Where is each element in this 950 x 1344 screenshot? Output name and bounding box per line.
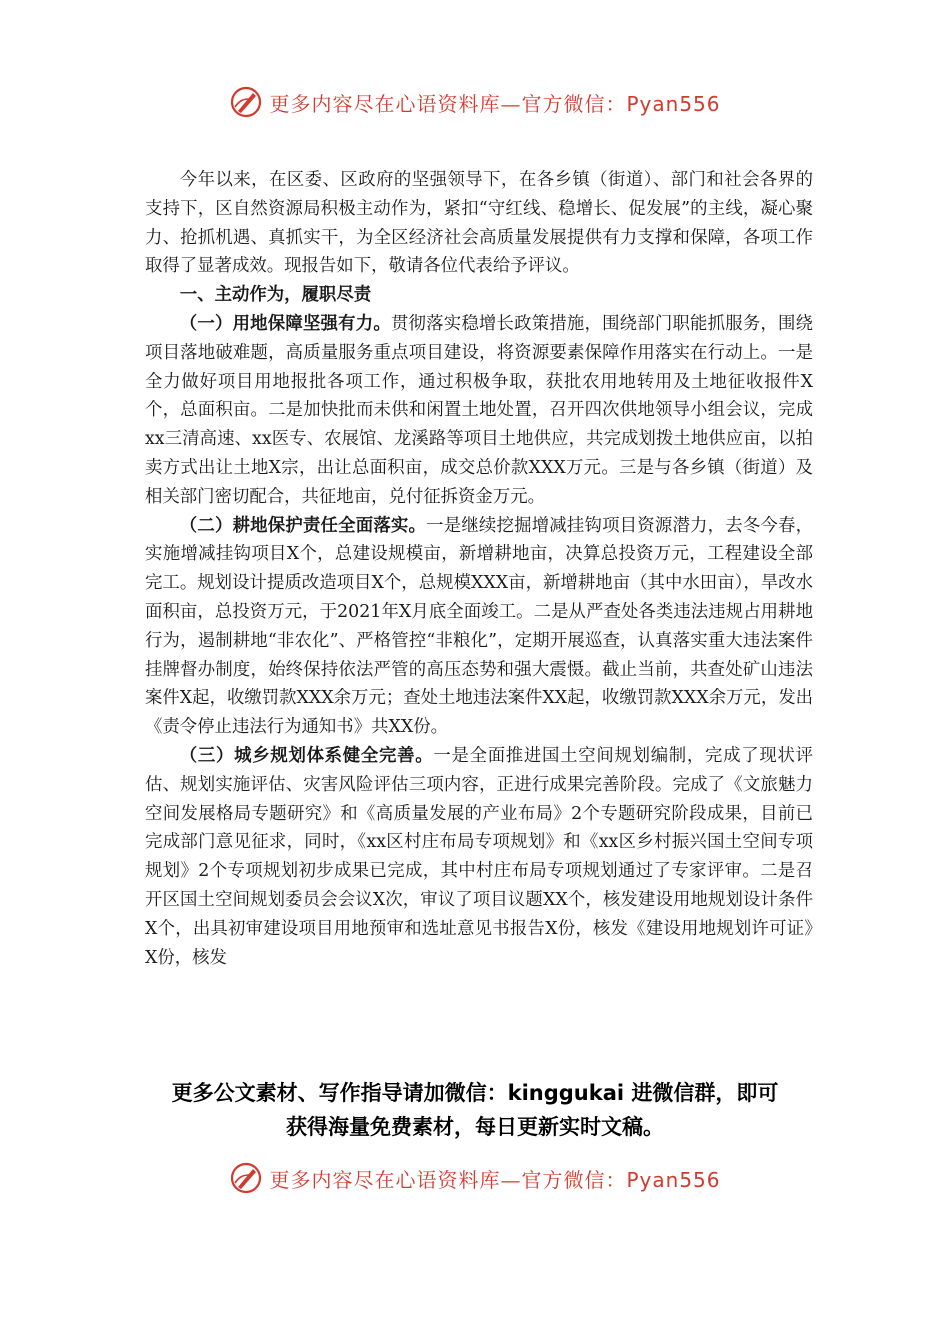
promo-text: 更多公文素材、写作指导请加微信：kinggukai 进微信群，即可 获得海量免费素材，每日更新实时文稿。 [171,1081,779,1139]
section-heading: 一、主动作为，履职尽责 [179,285,372,306]
footer-banner [0,1156,950,1200]
list-item: （一）用地保障坚强有力。贯彻落实稳增长政策措施，围绕部门职能抓服务，围绕项目落地破难题，高质量服务重点项目建设，将资源要素保障作用落实在行动上。一是全力做好项目用地报批各项工作，通过积极争取，获批农用地转用及土地征收报件X个，总面积亩。二是加快批而未供和闲置土地处置，召开四次供地领导小组会议，完成xx三清高速、xx医专、农展馆、龙溪路等项目土地供应，共完成划拨土地供应亩，以拍卖方式出让土地X宗，出让总面积亩，成交总价款XXX万元。三是与各乡镇（街道）及相关部门密切配合，共征地亩，兑付征拆资金万元。 [145,313,813,507]
list-item: （三）城乡规划体系健全完善。一是全面推进国土空间规划编制，完成了现状评估、规划实施评估、灾害风险评估三项内容，正进行成果完善阶段。完成了《文旅魅力空间发展格局专题研究》和《高质量发展的产业布局》2个专题研究阶段成果，目前已完成部门意见征求，同时，《xx区村庄布局专项规划》和《xx区乡村振兴国土空间专项规划》2个专项规划初步成果已完成，其中村庄布局专项规划通过了专家评审。二是召开区国土空间规划委员会会议X次，审议了项目议题XX个，核发建设用地规划设计条件X个，出具初审建设项目用地预审和选址意见书报告X份，核发《建设用地规划许可证》X份，核发 [145,745,813,968]
intro-paragraph: 今年以来，在区委、区政府的坚强领导下，在各乡镇（街道）、部门和社会各界的支持下，区自然资源局积极主动作为，紧扣“守红线、稳增长、促发展”的主线，凝心聚力、抢抓机遇、真抓实干，为全区经济社会高质量发展提供有力支撑和保障，各项工作取得了显著成效。现报告如下，敬请各位代表给予评议。 [145,170,813,277]
list-item: （二）耕地保护责任全面落实。一是继续挖掘增减挂钩项目资源潜力，去冬今春，实施增减挂钩项目X个，总建设规模亩，新增耕地亩，决算总投资万元，工程建设全部完工。规划设计提质改造项目X个，总规模XXX亩，新增耕地亩（其中水田亩），旱改水面积亩，总投资万元，于2021年X月底全面竣工。二是从严查处各类违法违规占用耕地行为，遏制耕地“非农化”、严格管控“非粮化”，定期开展巡查，认真落实重大违法案件挂牌督办制度，始终保持依法严管的高压态势和强大震慑。截止当前，共查处矿山违法案件X起，收缴罚款XXX余万元；查处土地违法案件XX起，收缴罚款XXX余万元，发出《责令停止违法行为通知书》共XX份。 [145,515,813,738]
banner-text: 更多内容尽在心语资料库—官方微信：Pyan556 [269,1167,721,1192]
banner-text: 更多内容尽在心语资料库—官方微信：Pyan556 [269,91,721,116]
pen-logo-icon [229,1161,263,1195]
pen-logo-icon [229,85,263,119]
document-body [145,166,813,972]
header-banner [0,80,950,124]
